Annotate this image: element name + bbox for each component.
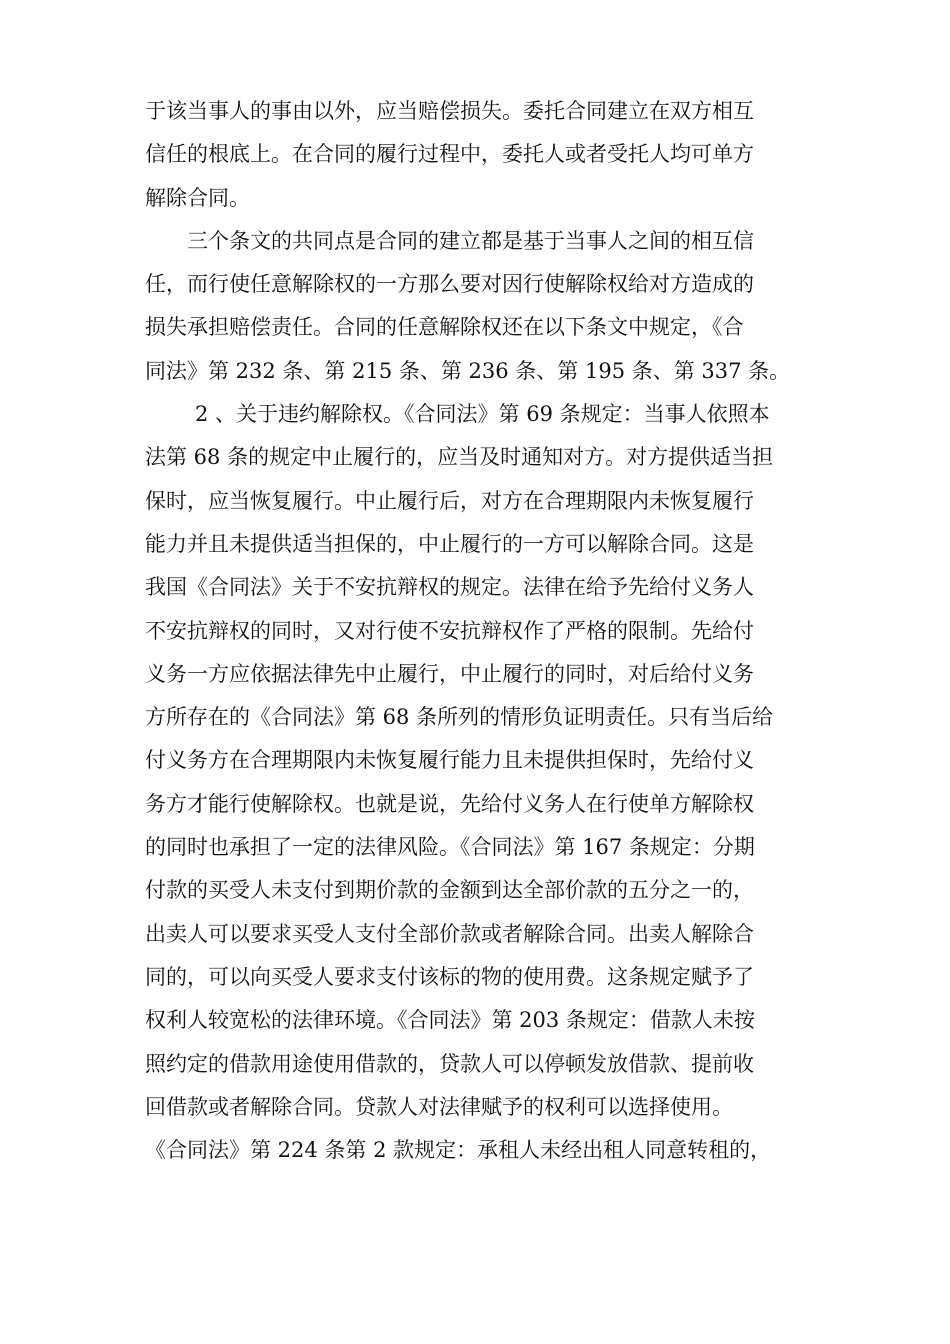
text-line: 付款的买受人未支付到期价款的金额到达全部价款的五分之一的，: [145, 878, 754, 903]
text-line: 不安抗辩权的同时，又对行使不安抗辩权作了严格的限制。先给付: [145, 618, 754, 643]
text-line: 出卖人可以要求买受人支付全部价款或者解除合同。出卖人解除合: [145, 921, 754, 946]
paragraph-start-line: 2 、关于违约解除权。《合同法》第 69 条规定：当事人依照本: [195, 402, 770, 427]
text-line: 同的，可以向买受人要求支付该标的物的使用费。这条规定赋予了: [145, 964, 754, 989]
text-line: 《合同法》第 224 条第 2 款规定：承租人未经出租人同意转租的，: [145, 1138, 772, 1163]
text-line: 法第 68 条的规定中止履行的，应当及时通知对方。对方提供适当担: [145, 445, 774, 470]
text-line: 方所存在的《合同法》第 68 条所列的情形负证明责任。只有当后给: [145, 705, 774, 730]
text-line: 能力并且未提供适当担保的，中止履行的一方可以解除合同。这是: [145, 531, 754, 556]
text-line: 权利人较宽松的法律环境。《合同法》第 203 条规定：借款人未按: [145, 1008, 755, 1033]
text-line: 的同时也承担了一定的法律风险。《合同法》第 167 条规定：分期: [145, 835, 755, 860]
text-line: 同法》第 232 条、第 215 条、第 236 条、第 195 条、第 337 条。: [145, 358, 791, 383]
text-line: 保时，应当恢复履行。中止履行后，对方在合理期限内未恢复履行: [145, 488, 754, 513]
text-line: 照约定的借款用途使用借款的，贷款人可以停顿发放借款、提前收: [145, 1051, 754, 1076]
text-line: 我国《合同法》关于不安抗辩权的规定。法律在给予先给付义务人: [145, 575, 754, 600]
text-line: 任，而行使任意解除权的一方那么要对因行使解除权给对方造成的: [145, 272, 754, 297]
document-body: [145, 90, 815, 1172]
text-line: 于该当事人的事由以外，应当赔偿损失。委托合同建立在双方相互: [145, 99, 754, 123]
paragraph-start-line: 三个条文的共同点是合同的建立都是基于当事人之间的相互信: [187, 228, 754, 253]
text-line: 付义务方在合理期限内未恢复履行能力且未提供担保时，先给付义: [145, 748, 754, 773]
text-line: 义务一方应依据法律先中止履行，中止履行的同时，对后给付义务: [145, 661, 754, 686]
text-line: 信任的根底上。在合同的履行过程中，委托人或者受托人均可单方: [145, 142, 754, 167]
text-line: 解除合同。: [145, 185, 250, 210]
text-line: 务方才能行使解除权。也就是说，先给付义务人在行使单方解除权: [145, 791, 754, 816]
text-line: 损失承担赔偿责任。合同的任意解除权还在以下条文中规定，《合: [145, 315, 744, 340]
text-line: 回借款或者解除合同。贷款人对法律赋予的权利可以选择使用。: [145, 1094, 733, 1119]
